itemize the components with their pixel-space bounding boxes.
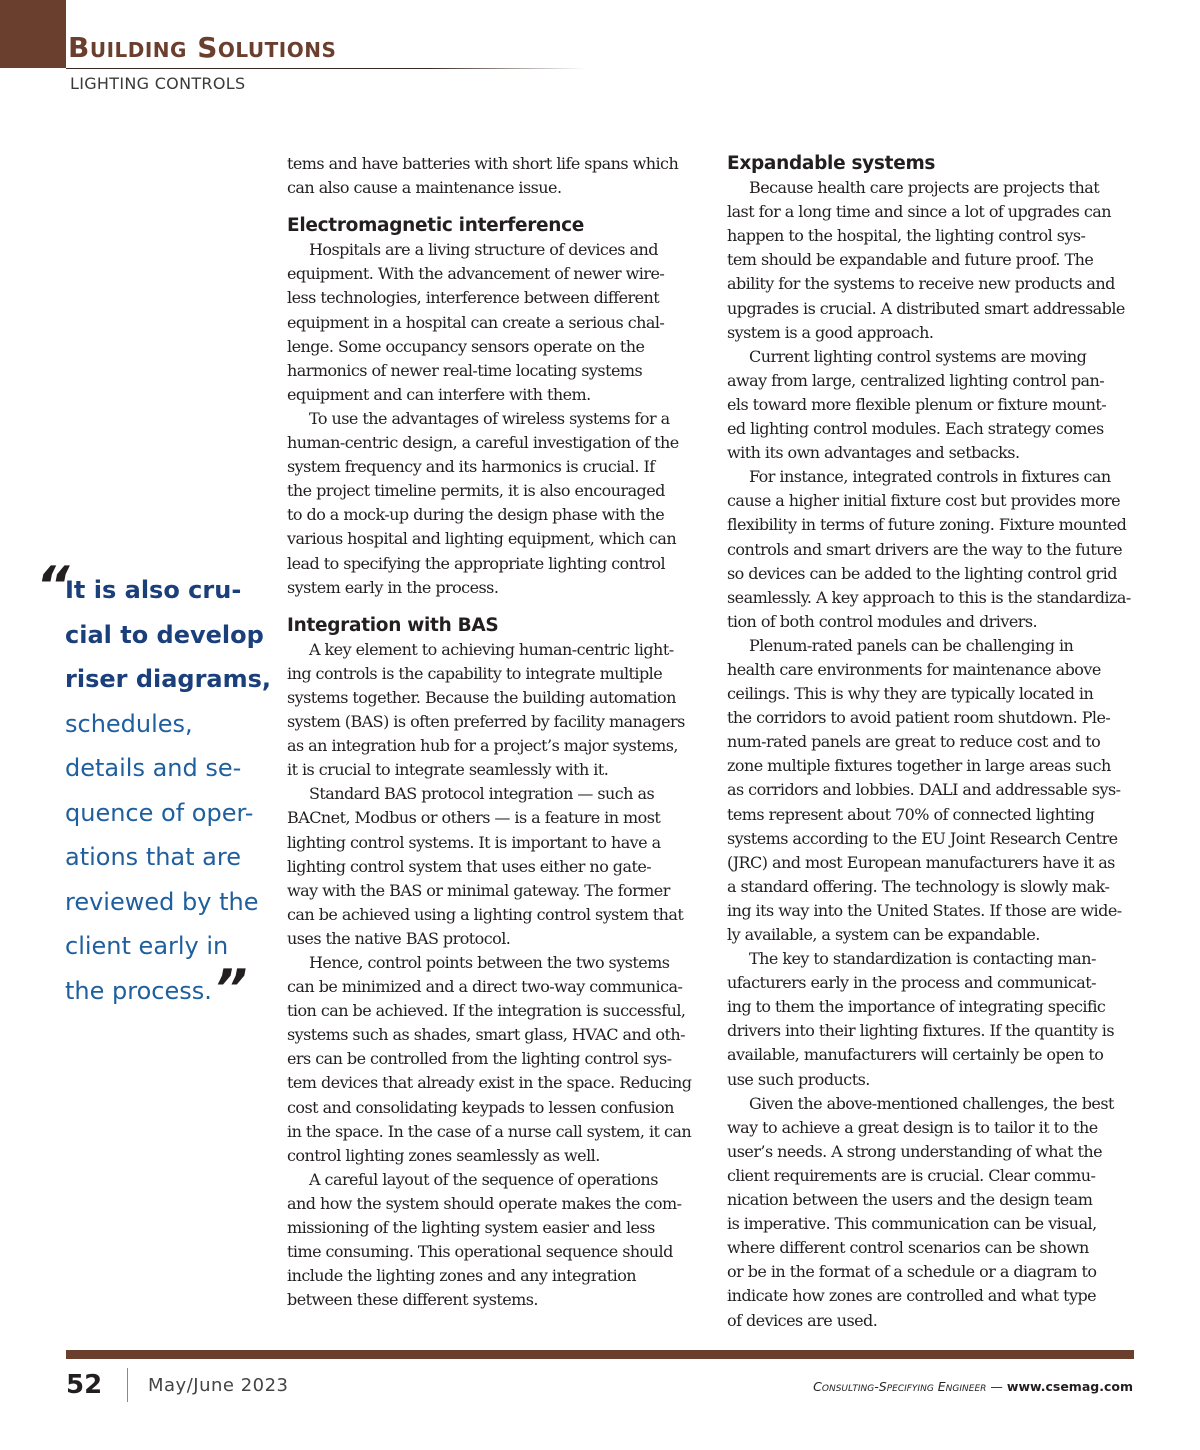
body-text-line: where different control scenarios can be shown [727, 1238, 1089, 1258]
body-text-line: with its own advantages and setbacks. [727, 443, 1020, 463]
body-text-line: Given the above-mentioned challenges, the best [749, 1093, 1114, 1113]
body-text-line: the project timeline permits, it is also encouraged [287, 481, 665, 501]
body-text-line: upgrades is crucial. A distributed smart addressable [727, 298, 1125, 318]
body-text-line: a standard offering. The technology is slowly mak- [727, 876, 1110, 896]
body-text-line: various hospital and lighting equipment, which can [287, 529, 677, 549]
issue-date: May/June 2023 [148, 1375, 289, 1396]
body-text-line: to do a mock-up during the design phase with the [287, 505, 665, 525]
pull-quote-text: riser diagrams, [65, 665, 272, 693]
pull-quote-text: ations that are [65, 843, 241, 871]
body-text-line: controls and smart drivers are the way to the future [727, 539, 1123, 559]
body-text-line: Because health care projects are projects that [749, 178, 1100, 198]
body-text-line: equipment in a hospital can create a serious chal- [287, 312, 665, 332]
body-text-line: system early in the process. [287, 577, 499, 597]
footer-separator: — [990, 1379, 1003, 1394]
body-text-line: Standard BAS protocol integration — such as [309, 784, 655, 804]
website-link[interactable]: www.csemag.com [1006, 1379, 1133, 1394]
body-text-line: ufacturers early in the process and communicat- [727, 973, 1097, 993]
body-text-line: so devices can be added to the lighting control grid [727, 563, 1117, 583]
body-text-line: ly available, a system can be expandable. [727, 925, 1040, 944]
body-text-line: as an integration hub for a project’s major systems, [287, 736, 678, 756]
body-text-line: can be achieved using a lighting control system that [287, 904, 684, 924]
body-text-line: tion of both control modules and drivers. [727, 611, 1038, 631]
body-text-line: can be minimized and a direct two-way communica- [287, 977, 683, 997]
pull-quote-line [38, 702, 270, 747]
body-text-line: available, manufacturers will certainly be open to [727, 1045, 1104, 1065]
body-text-line: way with the BAS or minimal gateway. The former [287, 880, 670, 900]
pull-quote-line [38, 568, 270, 613]
body-text-line: ing controls is the capability to integrate multiple [287, 663, 663, 683]
body-text-line: A careful layout of the sequence of operations [309, 1169, 658, 1189]
body-text-line: system (BAS) is often preferred by facility managers [287, 712, 685, 732]
body-text-line: as corridors and lobbies. DALI and addressable sys- [727, 780, 1121, 800]
body-text-line: ceilings. This is why they are typically located in [727, 684, 1094, 704]
body-text-line: flexibility in terms of future zoning. Fixture mounted [727, 515, 1127, 535]
body-text-line: control lighting zones seamlessly as well. [287, 1145, 600, 1165]
pull-quote-text: client early in [65, 932, 229, 960]
body-text-line: uses the native BAS protocol. [287, 928, 511, 948]
section-heading: Electromagnetic interference [287, 215, 585, 237]
body-text-line: drivers into their lighting fixtures. If the quantity is [727, 1021, 1114, 1041]
body-text-line: lighting control system that uses either no gate- [287, 856, 652, 876]
pull-quote-line [38, 791, 270, 836]
body-text-line: lighting control systems. It is important to have a [287, 832, 661, 852]
body-text-line: systems such as shades, smart glass, HVAC and oth- [287, 1025, 686, 1045]
pull-quote-line [38, 657, 270, 702]
body-text-line: ers can be controlled from the lighting control sys- [287, 1049, 672, 1069]
body-text-line: BACnet, Modbus or others — is a feature in most [287, 808, 661, 828]
body-text-line: ability for the systems to receive new products and [727, 274, 1115, 294]
body-text-line: (JRC) and most European manufacturers have it as [727, 852, 1115, 872]
body-text-line: systems together. Because the building automation [287, 687, 676, 707]
footer-divider [127, 1368, 128, 1402]
pull-quote-line [38, 835, 270, 880]
body-text-line: seamlessly. A key approach to this is the standardiza- [727, 587, 1131, 607]
body-text-line: system is a good approach. [727, 322, 934, 342]
body-text-line: The key to standardization is contacting man- [749, 949, 1096, 969]
body-text-line: Hence, control points between the two systems [309, 953, 670, 972]
body-text-line: time consuming. This operational sequence should [287, 1242, 673, 1262]
body-text-line: tem devices that already exist in the space. Reducing [287, 1073, 692, 1093]
pull-quote-text: the process. [65, 976, 212, 1005]
pull-quote-text: It is also cru- [65, 576, 242, 604]
body-text-line: between these different systems. [287, 1290, 538, 1310]
body-text-line: system frequency and its harmonics is crucial. If [287, 457, 655, 477]
body-text-line: the corridors to avoid patient room shutdown. Ple- [727, 708, 1111, 728]
body-text-line: zone multiple fixtures together in large areas such [727, 756, 1111, 776]
article-column-right [727, 152, 1139, 1333]
body-text-line: missioning of the lighting system easier and less [287, 1218, 655, 1238]
pull-quote [36, 556, 272, 1021]
pull-quote-line [38, 746, 270, 791]
body-text-line: To use the advantages of wireless systems for a [309, 408, 670, 428]
header-corner-block [0, 0, 66, 68]
body-text-line: tem should be expandable and future proof. The [727, 250, 1094, 270]
body-text-line: less technologies, interference between different [287, 288, 660, 308]
body-text-line: tems and have batteries with short life spans which [287, 154, 679, 173]
body-text-line: Plenum-rated panels can be challenging in [749, 635, 1074, 655]
body-text-line: cause a higher initial fixture cost but provides more [727, 491, 1121, 511]
body-text-line: client requirements are is crucial. Clear commu- [727, 1165, 1096, 1185]
footer-rule [66, 1350, 1134, 1359]
open-quote-mark: “ [36, 556, 70, 616]
body-text-line: is imperative. This communication can be visual, [727, 1214, 1097, 1234]
footer-credit [813, 1379, 1133, 1394]
body-text-line: nication between the users and the design team [727, 1190, 1093, 1210]
body-text-line: can also cause a maintenance issue. [287, 178, 562, 198]
body-text-line: Hospitals are a living structure of devices and [309, 240, 658, 260]
body-text-line: ing to them the importance of integrating specific [727, 997, 1106, 1017]
pull-quote-text: details and se- [65, 754, 242, 782]
body-text-line: user’s needs. A strong understanding of what the [727, 1141, 1103, 1161]
body-text-line: way to achieve a great design is to tailor it to the [727, 1117, 1098, 1137]
pull-quote-line [38, 880, 270, 925]
body-text-line: Current lighting control systems are moving [749, 346, 1087, 366]
pull-quote-text: schedules, [65, 709, 193, 738]
body-text-line: equipment and can interfere with them. [287, 384, 591, 404]
body-text-line: and how the system should operate makes the com- [287, 1193, 682, 1213]
section-heading: Integration with BAS [287, 614, 499, 636]
section-heading: Expandable systems [727, 153, 936, 174]
pull-quote-text: cial to develop [65, 620, 264, 649]
body-text-line: lead to specifying the appropriate lighting control [287, 553, 666, 573]
close-quote-mark: ” [213, 958, 248, 1019]
pull-quote-text: quence of oper- [65, 798, 254, 827]
body-text-line: tion can be achieved. If the integration is successful, [287, 1001, 686, 1021]
body-text-line: For instance, integrated controls in fixtures can [749, 467, 1111, 487]
article-column-left [287, 152, 699, 1312]
body-text-line: include the lighting zones and any integration [287, 1266, 637, 1286]
body-text-line: tems represent about 70% of connected lighting [727, 804, 1095, 824]
section-subtitle: LIGHTING CONTROLS [70, 74, 246, 93]
page-number: 52 [66, 1370, 103, 1400]
body-text-line: ing its way into the United States. If those are wide- [727, 900, 1122, 920]
body-text-line: harmonics of newer real-time locating systems [287, 360, 643, 380]
magazine-name: Consulting-Specifying Engineer [813, 1379, 987, 1394]
pull-quote-line [38, 613, 270, 658]
body-text-line: els toward more flexible plenum or fixture mount- [727, 394, 1107, 414]
body-text-line: happen to the hospital, the lighting control sys- [727, 226, 1086, 246]
body-text-line: in the space. In the case of a nurse call system, it can [287, 1121, 692, 1141]
body-text-line: away from large, centralized lighting control pan- [727, 370, 1105, 390]
body-text-line: use such products. [727, 1069, 870, 1089]
body-text-line: ed lighting control modules. Each strategy comes [727, 419, 1104, 439]
body-text-line: of devices are used. [727, 1310, 878, 1330]
body-text-line: human-centric design, a careful investigation of the [287, 433, 679, 453]
pull-quote-text: reviewed by the [65, 887, 259, 916]
body-text-line: cost and consolidating keypads to lessen confusion [287, 1097, 674, 1117]
body-text-line: equipment. With the advancement of newer wire- [287, 264, 665, 284]
body-text-line: it is crucial to integrate seamlessly with it. [287, 760, 609, 780]
section-title: Building Solutions [68, 31, 337, 64]
body-text-line: indicate how zones are controlled and what type [727, 1286, 1097, 1306]
header-rule [66, 68, 586, 69]
body-text-line: A key element to achieving human-centric light- [309, 639, 674, 659]
body-text-line: lenge. Some occupancy sensors operate on the [287, 336, 645, 356]
pull-quote-line [38, 958, 270, 1021]
body-text-line: systems according to the EU Joint Research Centre [727, 828, 1118, 848]
body-text-line: health care environments for maintenance above [727, 659, 1101, 679]
body-text-line: last for a long time and since a lot of upgrades can [727, 202, 1111, 222]
body-text-line: or be in the format of a schedule or a diagram to [727, 1262, 1097, 1282]
body-text-line: num-rated panels are great to reduce cost and to [727, 732, 1101, 752]
